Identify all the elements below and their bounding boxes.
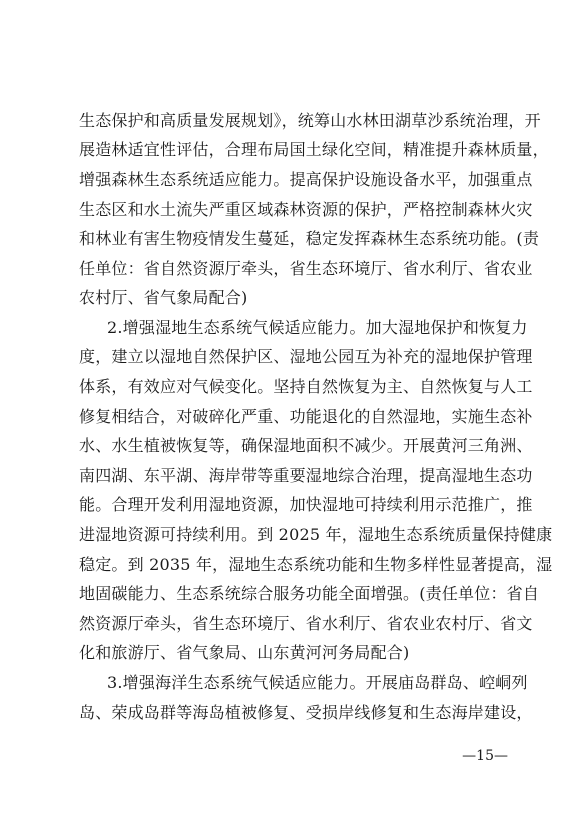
text-line: 增强森林生态系统适应能力。提高保护设施设备水平，加强重点 — [79, 170, 533, 189]
text-line: 生态区和水土流失严重区域森林资源的保护，严格控制森林火灾 — [79, 200, 533, 219]
text-line: 进湿地资源可持续利用。到 2025 年，湿地生态系统质量保持健康 — [79, 525, 553, 544]
text-line: 任单位：省自然资源厅牵头，省生态环境厅、省水利厅、省农业 — [79, 259, 533, 278]
text-line: 体系，有效应对气候变化。坚持自然恢复为主、自然恢复与人工 — [79, 377, 533, 396]
text-line: 农村厅、省气象局配合) — [79, 288, 248, 307]
text-line: 化和旅游厅、省气象局、山东黄河河务局配合) — [79, 643, 410, 662]
text-line: 度，建立以湿地自然保护区、湿地公园互为补充的湿地保护管理 — [79, 347, 533, 366]
text-line: 地固碳能力、生态系统综合服务功能全面增强。(责任单位：省自 — [79, 584, 540, 603]
text-line: 然资源厅牵头，省生态环境厅、省水利厅、省农业农村厅、省文 — [79, 614, 533, 633]
text-line: 展造林适宜性评估，合理布局国土绿化空间，精准提升森林质量， — [79, 140, 549, 159]
text-line: 稳定。到 2035 年，湿地生态系统功能和生物多样性显著提高，湿 — [79, 555, 553, 574]
section-heading-wetland: 2.增强湿地生态系统气候适应能力。加大湿地保护和恢复力 — [107, 318, 528, 337]
text-line: 岛、荣成岛群等海岛植被修复、受损岸线修复和生态海岸建设， — [79, 703, 533, 722]
text-line: 生态保护和高质量发展规划》，统筹山水林田湖草沙系统治理，开 — [79, 111, 541, 130]
section-heading-ocean: 3.增强海洋生态系统气候适应能力。开展庙岛群岛、崆峒列 — [107, 673, 528, 692]
text-line: 南四湖、东平湖、海岸带等重要湿地综合治理，提高湿地生态功 — [79, 466, 533, 485]
text-line: 和林业有害生物疫情发生蔓延，稳定发挥森林生态系统功能。(责 — [79, 229, 540, 248]
text-line: 水、水生植被恢复等，确保湿地面积不减少。开展黄河三角洲、 — [79, 436, 533, 455]
text-line: 能。合理开发利用湿地资源，加快湿地可持续利用示范推广，推 — [79, 495, 533, 514]
page-number: —15— — [462, 748, 508, 764]
text-line: 修复相结合，对破碎化严重、功能退化的自然湿地，实施生态补 — [79, 407, 533, 426]
